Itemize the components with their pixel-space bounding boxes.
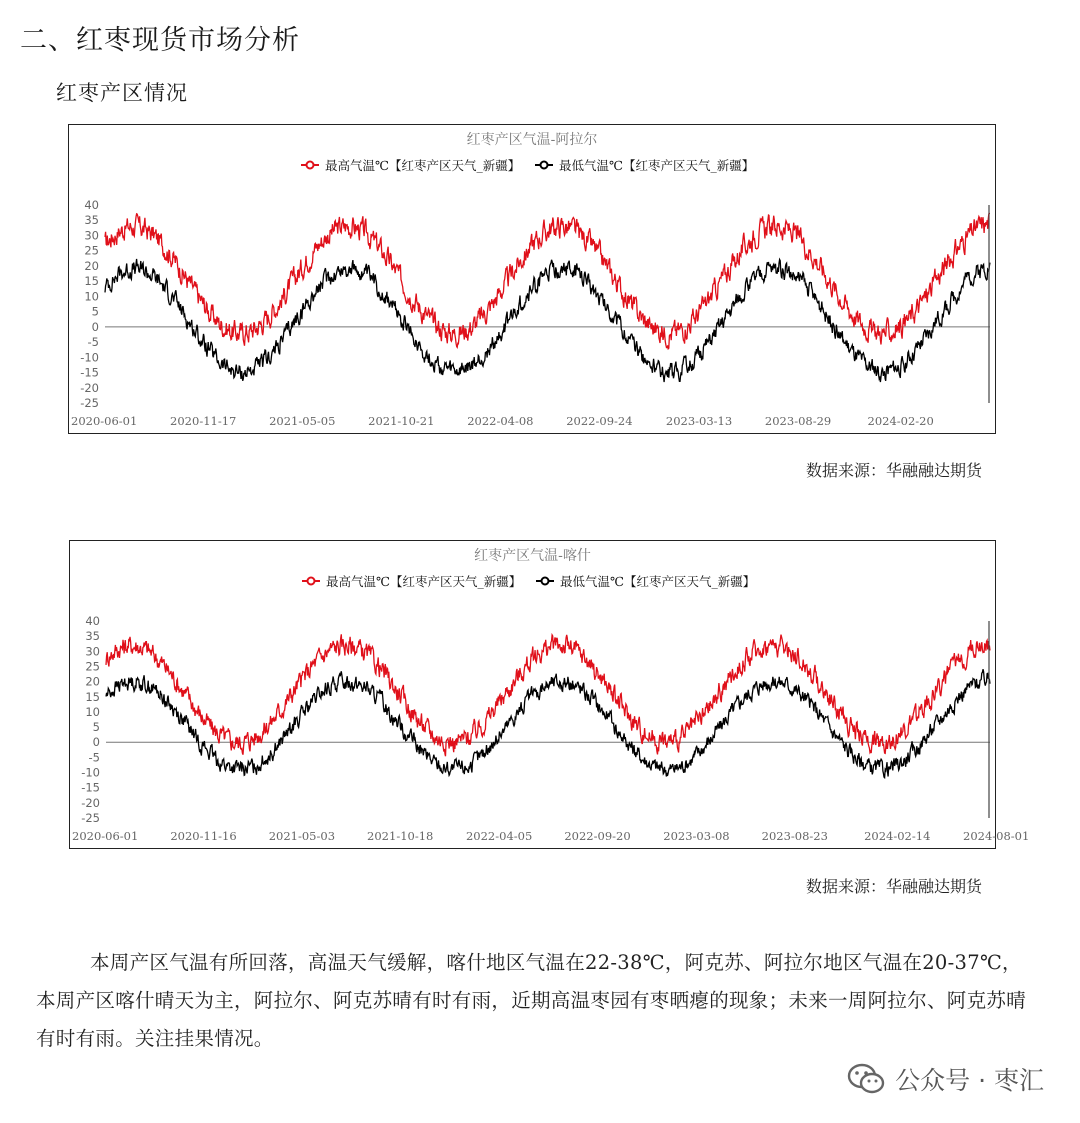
y-tick-label: -25 xyxy=(81,811,100,825)
x-axis xyxy=(71,414,934,428)
y-tick-label: 35 xyxy=(85,629,100,644)
x-tick-label: 2023-03-13 xyxy=(665,414,733,428)
legend xyxy=(302,574,755,589)
y-tick-label: 15 xyxy=(84,274,99,289)
x-axis xyxy=(72,829,1029,843)
y-axis xyxy=(80,198,99,410)
y-tick-label: 40 xyxy=(84,198,99,212)
x-tick-label: 2024-02-20 xyxy=(867,414,934,428)
y-tick-label: 5 xyxy=(91,304,99,319)
y-tick-label: 10 xyxy=(84,289,99,304)
y-tick-label: 5 xyxy=(92,720,100,735)
legend-label: 最低气温℃【红枣产区天气_新疆】 xyxy=(560,574,756,589)
y-tick-label: 25 xyxy=(84,243,99,258)
y-tick-label: -20 xyxy=(80,380,99,395)
y-tick-label: 25 xyxy=(85,659,100,674)
chart-kashgar xyxy=(69,540,1030,849)
y-tick-label: 10 xyxy=(85,704,100,719)
x-tick-label: 2022-04-08 xyxy=(467,414,534,428)
y-tick-label: 0 xyxy=(91,319,99,334)
legend-label: 最高气温℃【红枣产区天气_新疆】 xyxy=(326,574,522,589)
series-line-max xyxy=(106,634,990,756)
x-tick-label: 2024-02-14 xyxy=(864,829,931,843)
y-tick-label: 40 xyxy=(85,614,100,628)
analysis-paragraph: 本周产区气温有所回落，高温天气缓解，喀什地区气温在22-38℃，阿克苏、阿拉尔地区气温在20-37℃，本周产区喀什晴天为主，阿拉尔、阿克苏晴有时有雨，近期高温枣园有枣晒瘪的现象；未来一周阿拉尔、阿克苏晴有时有雨。关注挂果情况。 xyxy=(36,951,1027,1050)
chart-aral xyxy=(68,124,996,434)
x-tick-label: 2022-09-24 xyxy=(566,414,633,428)
y-tick-label: 35 xyxy=(84,213,99,228)
series-line-min xyxy=(105,259,990,382)
y-tick-label: -10 xyxy=(80,350,99,365)
chart-aral-svg xyxy=(69,125,995,433)
legend-swatch-marker xyxy=(541,162,548,169)
x-tick-label: 2023-03-08 xyxy=(663,829,730,843)
y-tick-label: 15 xyxy=(85,689,100,704)
wechat-icon xyxy=(847,1062,885,1096)
x-tick-label: 2021-05-05 xyxy=(269,414,336,428)
x-tick-label: 2022-04-05 xyxy=(465,829,533,843)
y-tick-label: 30 xyxy=(85,644,100,659)
x-tick-label: 2020-11-16 xyxy=(170,829,237,843)
y-tick-label: -5 xyxy=(87,335,99,350)
watermark-text: 公众号 · 枣汇 xyxy=(895,1066,1044,1095)
chart-title: 红枣产区气温-阿拉尔 xyxy=(466,132,598,148)
x-tick-label: 2023-08-23 xyxy=(761,829,828,843)
x-tick-label: 2021-10-18 xyxy=(367,829,434,843)
y-tick-label: -10 xyxy=(81,765,100,780)
y-tick-label: 30 xyxy=(84,228,99,243)
chart-aral-source: 数据来源：华融融达期货 xyxy=(806,461,983,480)
legend-swatch-marker xyxy=(308,578,315,585)
y-tick-label: -20 xyxy=(81,795,100,810)
series-line-max xyxy=(105,214,990,349)
y-tick-label: -25 xyxy=(80,396,99,410)
y-tick-label: -5 xyxy=(88,750,100,765)
x-tick-label: 2023-08-29 xyxy=(764,414,832,428)
x-tick-label: 2024-08-01 xyxy=(963,829,1030,843)
y-tick-label: -15 xyxy=(81,780,100,795)
chart-kashgar-svg xyxy=(70,541,1030,848)
legend-swatch-marker xyxy=(542,578,549,585)
x-tick-label: 2021-10-21 xyxy=(368,414,435,428)
x-tick-label: 2020-06-01 xyxy=(71,414,138,428)
watermark xyxy=(847,1061,1044,1097)
y-tick-label: 20 xyxy=(85,674,100,689)
legend-label: 最高气温℃【红枣产区天气_新疆】 xyxy=(325,158,521,173)
x-tick-label: 2022-09-20 xyxy=(564,829,631,843)
subsection-title: 红枣产区情况 xyxy=(56,81,188,105)
x-tick-label: 2020-11-17 xyxy=(170,414,237,428)
legend-swatch-marker xyxy=(307,162,314,169)
x-tick-label: 2020-06-01 xyxy=(72,829,139,843)
x-tick-label: 2021-05-03 xyxy=(268,829,336,843)
y-tick-label: -15 xyxy=(80,365,99,380)
chart-kashgar-source: 数据来源：华融融达期货 xyxy=(806,877,983,896)
section-title: 二、红枣现货市场分析 xyxy=(20,25,300,56)
chart-title: 红枣产区气温-喀什 xyxy=(474,548,591,564)
y-axis xyxy=(81,614,100,825)
legend xyxy=(301,158,754,173)
y-tick-label: 20 xyxy=(84,258,99,273)
legend-label: 最低气温℃【红枣产区天气_新疆】 xyxy=(559,158,755,173)
y-tick-label: 0 xyxy=(92,735,100,750)
